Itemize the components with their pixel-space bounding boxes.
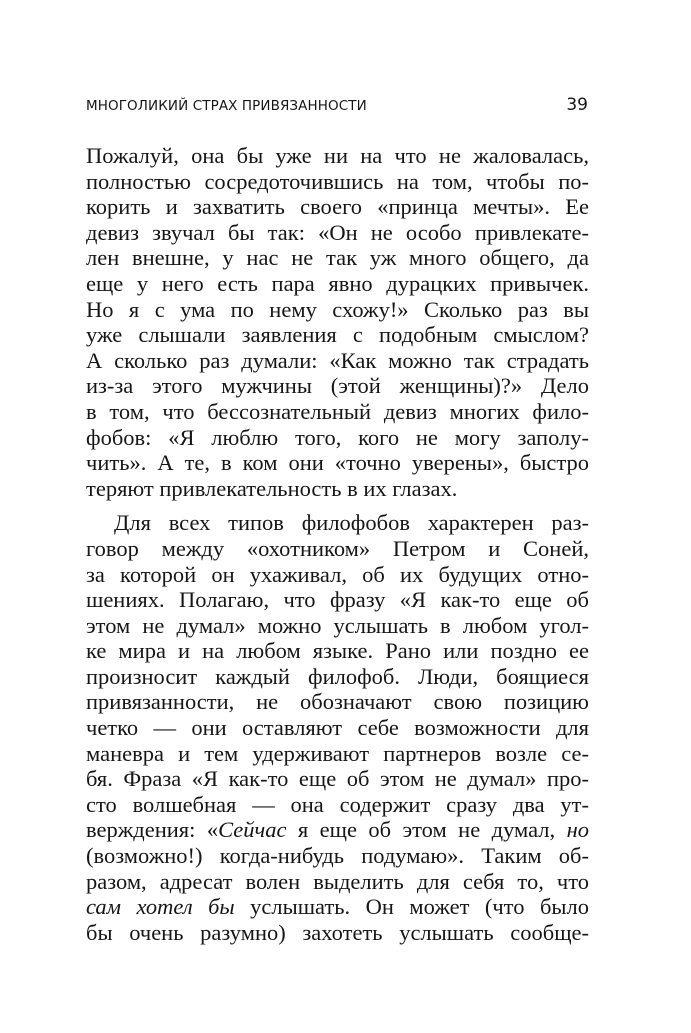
italic-text: сам хотел бы [86, 894, 235, 920]
text-line: фобов: «Я люблю того, кого не могу заполу- [86, 424, 589, 450]
text-line [86, 817, 589, 843]
text-line: в том, что бессознательный девиз многих фило- [86, 398, 589, 424]
text-line: девиз звучал бы так: «Он не особо привлекате- [86, 219, 589, 245]
text-line: бы очень разумно) захотеть услышать сообще- [86, 919, 589, 945]
text-line: теряют привлекательность в их глазах. [86, 475, 458, 501]
text-line: корить и захватить своего «принца мечты». Ее [86, 194, 589, 220]
text-line: произносит каждый филофоб. Люди, боящиеся [86, 663, 589, 689]
text-line: из-за этого мужчины (этой женщины)?» Дело [86, 373, 589, 399]
text-line: еще у него есть пара явно дурацких привычек. [86, 270, 589, 296]
italic-text: но [566, 817, 589, 843]
text-line: Но я с ума по нему схожу!» Сколько раз вы [86, 296, 589, 322]
text-line: полностью сосредоточившись на том, чтобы по- [86, 168, 589, 194]
paragraph-1 [86, 143, 589, 501]
text-line: за которой он ухаживал, об их будущих отно- [86, 561, 589, 587]
text-line: привязанности, не обозначают свою позицию [86, 689, 589, 715]
text-line: (возможно!) когда-нибудь подумаю». Таким об- [86, 843, 589, 869]
text-line: четко — они оставляют себе возможности для [86, 715, 589, 741]
running-title: МНОГОЛИКИЙ СТРАХ ПРИВЯЗАННОСТИ [86, 98, 367, 114]
text-line: Пожалуй, она бы уже ни на что не жаловалась, [86, 143, 589, 168]
text-line: шениях. Полагаю, что фразу «Я как-то еще об [86, 587, 589, 613]
text-line: бя. Фраза «Я как-то еще об этом не думал» про- [86, 766, 589, 792]
italic-text: Сейчас [218, 817, 287, 843]
paragraph-2 [86, 510, 589, 945]
text-line: сто волшебная — она содержит сразу два ут- [86, 791, 589, 817]
text-line: разом, адресат волен выделить для себя то, что [86, 868, 589, 894]
text-segment: услышать. Он может (что было [234, 894, 589, 920]
text-line: лен внешне, у нас не так уж много общего, да [86, 245, 589, 271]
text-line: этом не думал» можно услышать в любом угол- [86, 612, 589, 638]
text-line: маневра и тем удерживают партнеров возле се- [86, 740, 589, 766]
text-segment: я еще об этом не думал, [286, 817, 567, 843]
text-line: А сколько раз думали: «Как можно так страдать [86, 347, 589, 373]
text-line: уже слышали заявления с подобным смыслом? [86, 322, 589, 348]
page-number: 39 [566, 95, 588, 115]
text-line: говор между «охотником» Петром и Соней, [86, 535, 589, 561]
text-line: чить». А те, в ком они «точно уверены», быстро [86, 450, 589, 476]
text-line: Для всех типов филофобов характерен раз- [114, 510, 589, 536]
text-segment: верждения: « [86, 817, 219, 843]
text-line [86, 894, 589, 920]
text-line: ке мира и на любом языке. Рано или поздно ее [86, 638, 589, 664]
page-body [86, 143, 589, 945]
